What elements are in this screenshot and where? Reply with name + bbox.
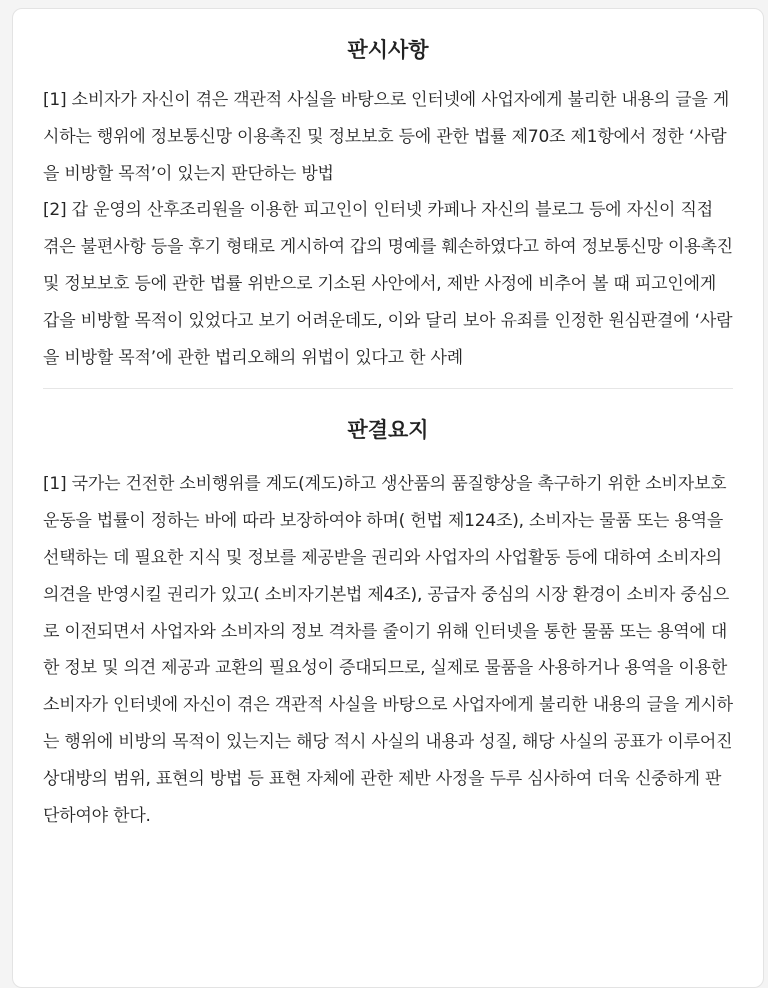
- summary-body: [43, 466, 733, 834]
- holding-paragraph-1: [1] 소비자가 자신이 겪은 객관적 사실을 바탕으로 인터넷에 사업자에게 불리한 내용의 글을 게시하는 행위에 정보통신망 이용촉진 및 정보보호 등에 관한 법률 제70조 제1항에서 정한 ‘사람을 비방할 목적’이 있는지 판단하는 방법: [43, 90, 730, 184]
- document-card: [12, 8, 764, 988]
- holding-section: [13, 9, 763, 376]
- summary-paragraph-1: [1] 국가는 건전한 소비행위를 계도(계도)하고 생산품의 품질향상을 촉구하기 위한 소비자보호운동을 법률이 정하는 바에 따라 보장하여야 하며( 헌법 제124조), 소비자는 물품 또는 용역을 선택하는 데 필요한 지식 및 정보를 제공받을 권리와 사업자의 사업활동 등에 대하여 소비자의 의견을 반영시킬 권리가 있고( 소비자기본법 제4조), 공급자 중심의 시장 환경이 소비자 중심으로 이전되면서 사업자와 소비자의 정보 격차를 줄이기 위해 인터넷을 통한 물품 또는 용역에 대한 정보 및 의견 제공과 교환의 필요성이 증대되므로, 실제로 물품을 사용하거나 용역을 이용한 소비자가 인터넷에 자신이 겪은 객관적 사실을 바탕으로 사업자에게 불리한 내용의 글을 게시하는 행위에 비방의 목적이 있는지는 해당 적시 사실의 내용과 성질, 해당 사실의 공표가 이루어진 상대방의 범위, 표현의 방법 등 표현 자체에 관한 제반 사정을 두루 심사하여 더욱 신중하게 판단하여야 한다.: [43, 474, 733, 826]
- summary-section: [13, 389, 763, 834]
- holding-body: [43, 82, 733, 376]
- holding-paragraph-2: [2] 갑 운영의 산후조리원을 이용한 피고인이 인터넷 카페나 자신의 블로그 등에 자신이 직접 겪은 불편사항 등을 후기 형태로 게시하여 갑의 명예를 훼손하였다고 하여 정보통신망 이용촉진 및 정보보호 등에 관한 법률 위반으로 기소된 사안에서, 제반 사정에 비추어 볼 때 피고인에게 갑을 비방할 목적이 있었다고 보기 어려운데도, 이와 달리 보아 유죄를 인정한 원심판결에 ‘사람을 비방할 목적’에 관한 법리오해의 위법이 있다고 한 사례: [43, 200, 733, 368]
- summary-title: 판결요지: [347, 418, 429, 443]
- holding-title: 판시사항: [347, 38, 429, 62]
